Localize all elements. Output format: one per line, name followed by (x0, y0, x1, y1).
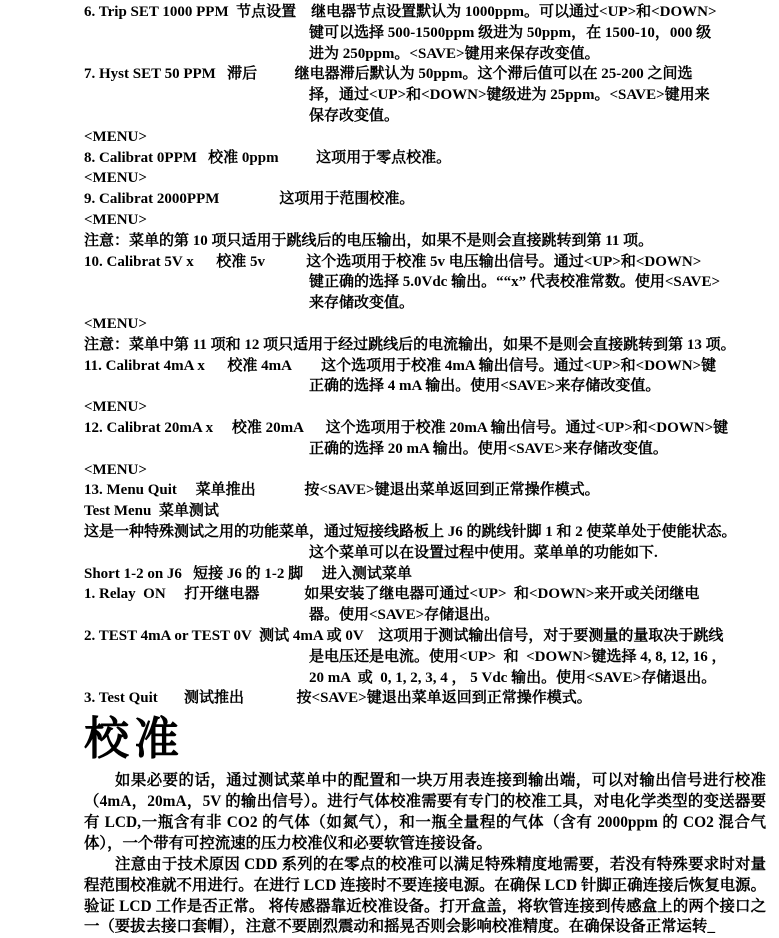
menu-item-line-7: 7. Hyst SET 50 PPM 滞后 继电器滞后默认为 50ppm。这个滞后值可以在 25-200 之间选 (84, 66, 693, 83)
menu-tag-line: <MENU> (84, 170, 147, 187)
section-heading-calibration: 校准 (84, 714, 185, 765)
menu-item-line-12: 12. Calibrat 20mA x 校准 20mA 这个选项用于校准 20mA 输出信号。通过<UP>和<DOWN>键 (84, 419, 729, 436)
menu-item-line-9: 9. Calibrat 2000PPM 这项用于范围校准。 (84, 191, 415, 208)
test-item-line-2-test: 2. TEST 4mA or TEST 0V 测试 4mA 或 0V 这项用于测试输出信号，对于要测量的量取决于跳线 (84, 627, 724, 644)
continuation-line: 器。使用<SAVE>存储退出。 (309, 607, 500, 624)
test-item-line-1-relay: 1. Relay ON 打开继电器 如果安装了继电器可通过<UP> 和<DOWN>来开或关闭继电 (84, 586, 700, 603)
test-menu-intro-line: 这是一种特殊测试之用的功能菜单，通过短接线路板上 J6 的跳线针脚 1 和 2 使菜单处于使能状态。 (84, 523, 737, 540)
menu-item-line-8: 8. Calibrat 0PPM 校准 0ppm 这项用于零点校准。 (84, 149, 452, 166)
continuation-line: 是电压还是电流。使用<UP> 和 <DOWN>键选择 4, 8, 12, 16 ， (309, 648, 727, 665)
continuation-line: 来存储改变值。 (309, 295, 415, 312)
menu-tag-line: <MENU> (84, 128, 147, 145)
calibration-paragraph-2: 注意由于技术原因 CDD 系列的在零点的校准可以满足特殊精度地需要，若没有特殊要求时对量程范围校准就不用进行。在进行 LCD 连接时不要连接电源。在确保 LCD 针脚正确连接后恢复电源。验证 LCD 工作是否正常。 将传感器靠近校准设备。打开盒盖，将软管连接到传感盒上的两个接口之一（要拔去接口套帽），注意不要剧烈震动和摇晃否则会影响校准精度。在确保设备正常运转_ (84, 855, 766, 936)
menu-tag-line: <MENU> (84, 399, 147, 416)
menu-item-line-13: 13. Menu Quit 菜单推出 按<SAVE>键退出菜单返回到正常操作模式。 (84, 482, 600, 499)
menu-tag-line: <MENU> (84, 461, 147, 478)
continuation-line: 这个菜单可以在设置过程中使用。菜单单的功能如下. (309, 544, 658, 561)
note-line-items-11-12: 注意：菜单中第 11 项和 12 项只适用于经过跳线后的电流输出，如果不是则会直接跳转到第 13 项。 (84, 336, 736, 353)
test-menu-short-j6-line: Short 1-2 on J6 短接 J6 的 1-2 脚 进入测试菜单 (84, 565, 412, 582)
continuation-line: 键可以选择 500-1500ppm 级进为 50ppm，在 1500-10，000 级 (309, 24, 712, 41)
continuation-line: 保存改变值。 (309, 107, 400, 124)
continuation-line: 20 mA 或 0, 1, 2, 3, 4 ， 5 Vdc 输出。使用<SAVE>存储退出。 (309, 669, 717, 686)
note-line-item-10: 注意：菜单的第 10 项只适用于跳线后的电压输出，如果不是则会直接跳转到第 11 项。 (84, 232, 654, 249)
continuation-line: 正确的选择 4 mA 输出。使用<SAVE>来存储改变值。 (309, 378, 661, 395)
continuation-line: 择，通过<UP>和<DOWN>键级进为 25ppm。<SAVE>键用来 (309, 87, 710, 104)
menu-tag-line: <MENU> (84, 211, 147, 228)
continuation-line: 键正确的选择 5.0Vdc 输出。““x” 代表校准常数。使用<SAVE> (309, 274, 721, 291)
menu-item-line-6: 6. Trip SET 1000 PPM 节点设置 继电器节点设置默认为 1000ppm。可以通过<UP>和<DOWN> (84, 4, 717, 20)
menu-tag-line: <MENU> (84, 315, 147, 332)
menu-item-line-11: 11. Calibrat 4mA x 校准 4mA 这个选项用于校准 4mA 输出信号。通过<UP>和<DOWN>键 (84, 357, 717, 374)
menu-item-line-10: 10. Calibrat 5V x 校准 5v 这个选项用于校准 5v 电压输出信号。通过<UP>和<DOWN> (84, 253, 702, 270)
calibration-paragraph-1: 如果必要的话，通过测试菜单中的配置和一块万用表连接到输出端，可以对输出信号进行校准（4mA，20mA，5V 的输出信号）。进行气体校准需要有专门的校准工具，对电化学类型的变送器要有 LCD,一瓶含有非 CO2 的气体（如氮气），和一瓶全量程的气体（含有 2000ppm 的 CO2 混合气体），一个带有可控流速的压力校准仪和必要软管连接设备。 (84, 772, 766, 852)
continuation-line: 进为 250ppm。<SAVE>键用来保存改变值。 (309, 45, 600, 62)
test-item-line-3-quit: 3. Test Quit 测试推出 按<SAVE>键退出菜单返回到正常操作模式。 (84, 690, 592, 707)
test-menu-title-line: Test Menu 菜单测试 (84, 503, 219, 520)
continuation-line: 正确的选择 20 mA 输出。使用<SAVE>来存储改变值。 (309, 440, 668, 457)
